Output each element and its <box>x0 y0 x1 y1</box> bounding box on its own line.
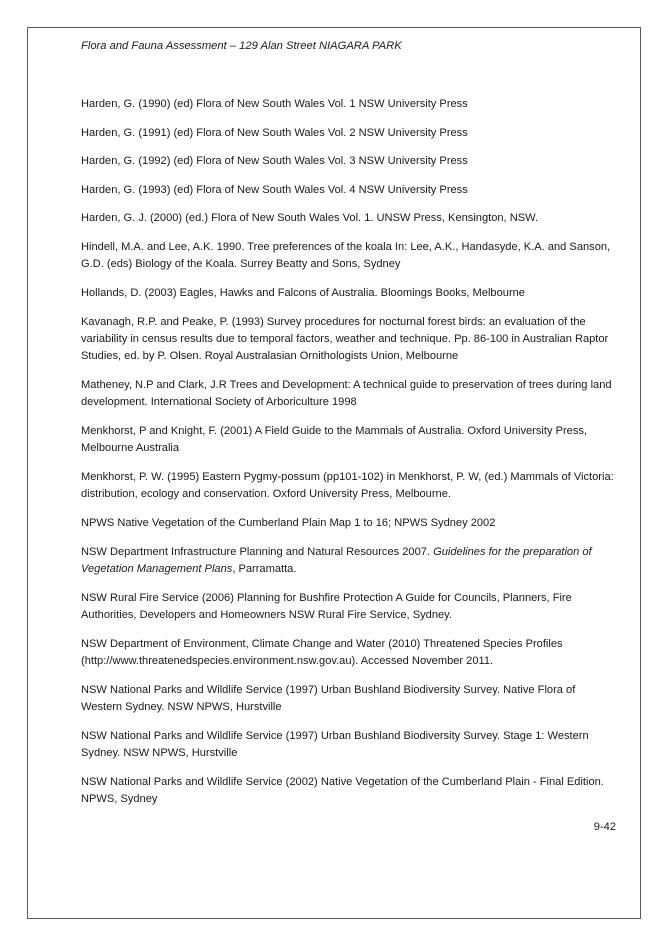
reference-entry: NSW National Parks and Wildlife Service (1997) Urban Bushland Biodiversity Survey. Native Flora of Western Sydney. NSW NPWS, Hurstville <box>81 683 576 713</box>
reference-entry: NSW National Parks and Wildlife Service (2002) Native Vegetation of the Cumberland Plain - Final Edition. NPWS, Sydney <box>81 775 604 805</box>
reference-list <box>81 96 617 820</box>
reference-entry: NSW National Parks and Wildlife Service (1997) Urban Bushland Biodiversity Survey. Stage 1: Western Sydney. NSW NPWS, Hurstville <box>81 729 589 759</box>
reference-entry: Kavanagh, R.P. and Peake, P. (1993) Survey procedures for nocturnal forest birds: an evaluation of the variability in census results due to temporal factors, weather and technique. Pp. 86-100 in Australian Raptor Studies, ed. by P. Olsen. Royal Australasian Ornithologists Union, Melbourne <box>81 315 609 363</box>
reference-italic-title: Guidelines for the preparation of Vegetation Management Plans <box>81 545 592 575</box>
reference-entry: Hindell, M.A. and Lee, A.K. 1990. Tree preferences of the koala In: Lee, A.K., Handasyde, K.A. and Sanson, G.D. (eds) Biology of the Koala. Surrey Beatty and Sons, Sydney <box>81 240 611 271</box>
reference-entry: NSW Department of Environment, Climate Change and Water (2010) Threatened Species Profiles (http://www.threatenedspecies.environment.nsw.gov.au). Accessed November 2011. <box>81 637 563 667</box>
reference-entry: Harden, G. J. (2000) (ed.) Flora of New South Wales Vol. 1. UNSW Press, Kensington, NSW. <box>81 212 539 225</box>
reference-entry: Harden, G. (1993) (ed) Flora of New South Wales Vol. 4 NSW University Press <box>81 183 468 196</box>
reference-entry: Menkhorst, P. W. (1995) Eastern Pygmy-possum (pp101-102) in Menkhorst, P. W, (ed.) Mammals of Victoria: distribution, ecology and conservation. Oxford University Press, Melbourne. <box>81 470 614 501</box>
reference-text: , Parramatta. <box>232 562 297 575</box>
reference-entry: Harden, G. (1990) (ed) Flora of New South Wales Vol. 1 NSW University Press <box>81 98 468 110</box>
reference-entry: Matheney, N.P and Clark, J.R Trees and Development: A technical guide to preservation of trees during land development. International Society of Arboriculture 1998 <box>81 378 612 409</box>
reference-entry: NPWS Native Vegetation of the Cumberland Plain Map 1 to 16; NPWS Sydney 2002 <box>81 516 496 529</box>
running-header: Flora and Fauna Assessment – 129 Alan Street NIAGARA PARK <box>81 40 402 52</box>
reference-entry: Hollands, D. (2003) Eagles, Hawks and Falcons of Australia. Bloomings Books, Melbourne <box>81 286 525 299</box>
reference-entry: Harden, G. (1991) (ed) Flora of New South Wales Vol. 2 NSW University Press <box>81 126 468 139</box>
reference-entry: NSW Rural Fire Service (2006) Planning for Bushfire Protection A Guide for Councils, Planners, Fire Authorities, Developers and Homeowners NSW Rural Fire Service, Sydney. <box>81 591 572 621</box>
reference-entry <box>81 544 617 579</box>
reference-entry: Harden, G. (1992) (ed) Flora of New South Wales Vol. 3 NSW University Press <box>81 155 468 168</box>
reference-text: NSW Department Infrastructure Planning and Natural Resources 2007. <box>81 545 434 558</box>
reference-entry: Menkhorst, P and Knight, F. (2001) A Field Guide to the Mammals of Australia. Oxford University Press, Melbourne Australia <box>81 424 588 455</box>
page-number: 9-42 <box>593 821 616 833</box>
